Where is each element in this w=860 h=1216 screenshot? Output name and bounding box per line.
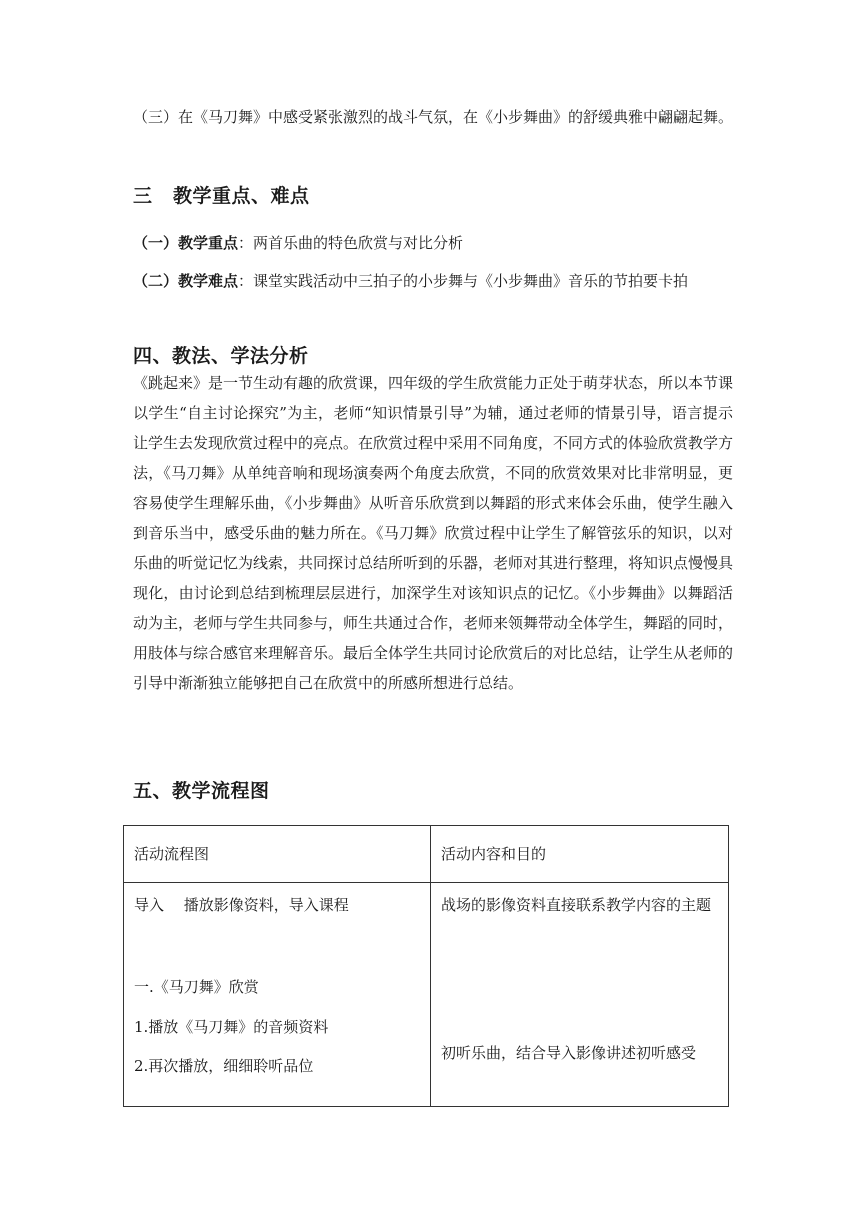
flow-item: 1.播放《马刀舞》的音频资料 bbox=[134, 1018, 329, 1036]
difficult-point-label: （二）教学难点 bbox=[133, 272, 239, 290]
section-3-title: 教学重点、难点 bbox=[173, 185, 310, 207]
key-point-text: ：两首乐曲的特色欣赏与对比分析 bbox=[238, 234, 464, 252]
teaching-goal-3: （三）在《马刀舞》中感受紧张激烈的战斗气氛，在《小步舞曲》的舒缓典雅中翩翩起舞。 bbox=[133, 108, 734, 126]
table-header-cell: 活动内容和目的 bbox=[431, 826, 729, 883]
section-5-heading: 五、教学流程图 bbox=[133, 780, 270, 802]
purpose-text: 初听乐曲，结合导入影像讲述初听感受 bbox=[441, 1044, 697, 1062]
key-point-label: （一）教学重点 bbox=[133, 234, 239, 252]
table-header-cell: 活动流程图 bbox=[124, 826, 431, 883]
purpose-cell bbox=[431, 883, 729, 1107]
purpose-text: 战场的影像资料直接联系教学内容的主题 bbox=[441, 896, 712, 914]
key-point bbox=[133, 228, 733, 258]
difficult-point bbox=[133, 266, 733, 296]
table-row bbox=[124, 883, 729, 1107]
section-3-heading bbox=[133, 181, 310, 211]
table-header-row bbox=[124, 826, 729, 883]
difficult-point-text: ：课堂实践活动中三拍子的小步舞与《小步舞曲》音乐的节拍要卡拍 bbox=[238, 272, 689, 290]
flow-intro: 导入 播放影像资料，导入课程 bbox=[134, 896, 349, 914]
teaching-flow-table bbox=[123, 825, 729, 1107]
method-analysis-body: 《跳起来》是一节生动有趣的欣赏课，四年级的学生欣赏能力正处于萌芽状态，所以本节课以学生“自主讨论探究”为主，老师“知识情景引导”为辅，通过老师的情景引导，语言提示让学生去发现欣赏过程中的亮点。在欣赏过程中采用不同角度，不同方式的体验欣赏教学方法，《马刀舞》从单纯音响和现场演奏两个角度去欣赏，不同的欣赏效果对比非常明显，更容易使学生理解乐曲，《小步舞曲》从听音乐欣赏到以舞蹈的形式来体会乐曲，使学生融入到音乐当中，感受乐曲的魅力所在。《马刀舞》欣赏过程中让学生了解管弦乐的知识，以对乐曲的听觉记忆为线索，共同探讨总结所听到的乐器，老师对其进行整理，将知识点慢慢具现化，由讨论到总结到梳理层层进行，加深学生对该知识点的记忆。《小步舞曲》以舞蹈活动为主，老师与学生共同参与，师生共通过合作，老师来领舞带动全体学生，舞蹈的同时，用肢体与综合感官来理解音乐。最后全体学生共同讨论欣赏后的对比总结，让学生从老师的引导中渐渐独立能够把自己在欣赏中的所感所想进行总结。 bbox=[133, 374, 734, 692]
section-3-number: 三 bbox=[133, 185, 153, 207]
flow-cell bbox=[124, 883, 431, 1107]
flow-item: 2.再次播放，细细聆听品位 bbox=[134, 1057, 314, 1075]
section-4-heading: 四、教法、学法分析 bbox=[133, 345, 309, 367]
flow-item: 一.《马刀舞》欣赏 bbox=[134, 978, 259, 996]
